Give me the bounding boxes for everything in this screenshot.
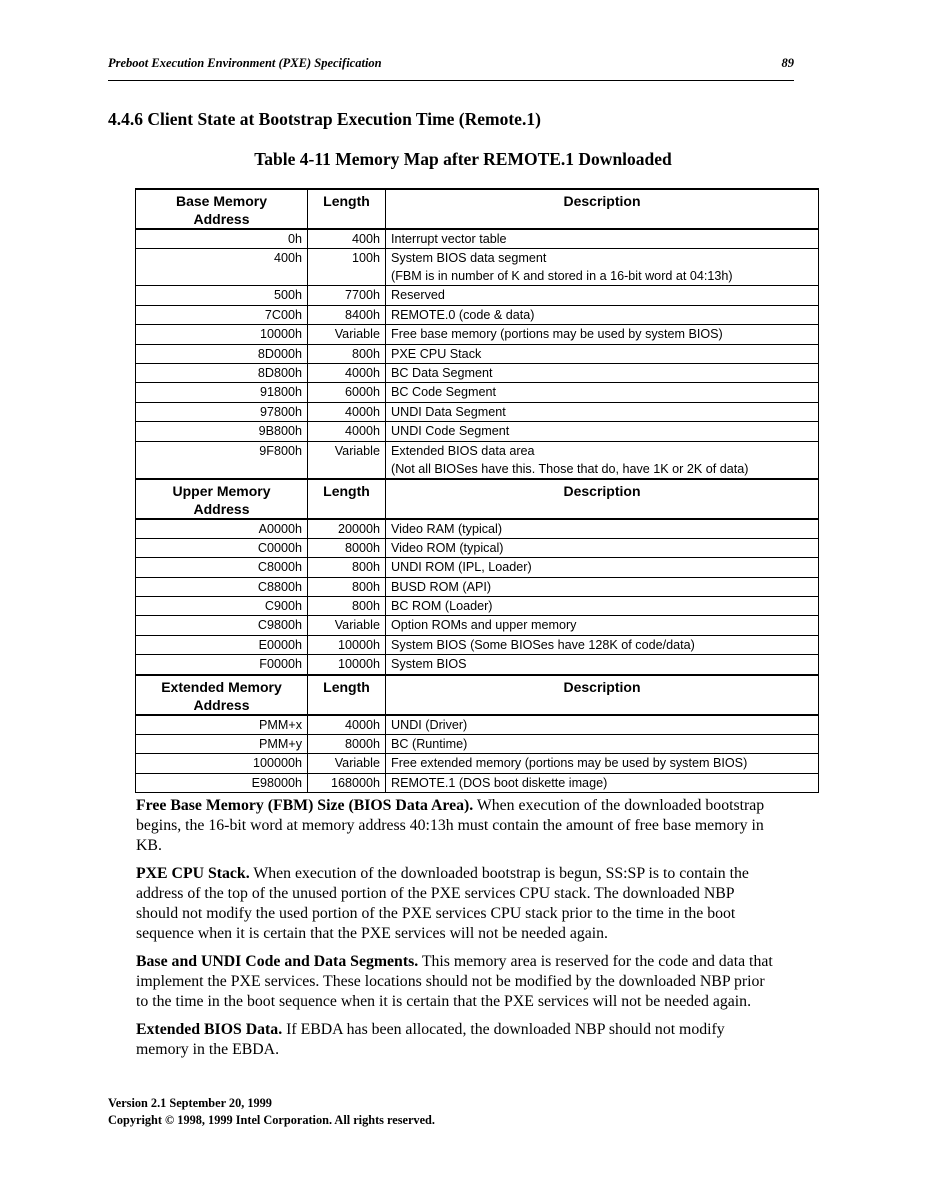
description-line: BC Code Segment [391, 385, 497, 400]
length-cell: Variable [308, 616, 386, 635]
description-cell [386, 577, 819, 596]
length-cell: Variable [308, 754, 386, 773]
paragraph-line: If EBDA has been allocated, the downloaded NBP should not modify [282, 1021, 725, 1038]
table-section-header [136, 675, 819, 715]
paragraph-lead: Base and UNDI Code and Data Segments. [136, 953, 419, 970]
address-cell: A0000h [136, 519, 308, 539]
address-cell: 91800h [136, 383, 308, 402]
description-line: Free base memory (portions may be used by system BIOS) [391, 327, 723, 342]
table-row [136, 754, 819, 773]
table-row [136, 538, 819, 557]
paragraph [136, 864, 816, 944]
table-row [136, 422, 819, 441]
description-cell [386, 422, 819, 441]
address-cell: 9F800h [136, 441, 308, 479]
description-cell [386, 383, 819, 402]
length-cell: 10000h [308, 635, 386, 654]
paragraph-line: implement the PXE services. These locations should not be modified by the downloaded NBP prior [136, 973, 765, 990]
address-column-header [136, 675, 308, 715]
description-cell [386, 402, 819, 421]
description-cell [386, 773, 819, 792]
description-cell [386, 655, 819, 675]
description-line: System BIOS [391, 657, 467, 672]
table-row [136, 229, 819, 249]
memory-map-table [135, 188, 819, 793]
address-cell: 10000h [136, 325, 308, 344]
length-cell: 400h [308, 229, 386, 249]
length-cell: 6000h [308, 383, 386, 402]
description-cell [386, 286, 819, 305]
address-cell: 400h [136, 249, 308, 286]
address-column-header [136, 189, 308, 229]
length-cell: 100h [308, 249, 386, 286]
address-cell: E0000h [136, 635, 308, 654]
table-row [136, 305, 819, 324]
table-row [136, 441, 819, 479]
table-row [136, 249, 819, 286]
length-column-header: Length [308, 675, 386, 715]
address-header-line: Upper Memory [172, 482, 271, 499]
table-row [136, 597, 819, 616]
paragraph-lead: Free Base Memory (FBM) Size (BIOS Data Area). [136, 797, 474, 814]
description-line: (Not all BIOSes have this. Those that do, have 1K or 2K of data) [391, 461, 749, 476]
description-line: System BIOS data segment [391, 251, 547, 266]
paragraph-line: When execution of the downloaded bootstrap [473, 797, 765, 814]
address-header-line: Address [193, 500, 250, 517]
document-title: Preboot Execution Environment (PXE) Specification [108, 56, 382, 70]
footer-copyright: Copyright © 1998, 1999 Intel Corporation. All rights reserved. [108, 1113, 435, 1127]
address-cell: C900h [136, 597, 308, 616]
description-column-header: Description [386, 675, 819, 715]
description-cell [386, 597, 819, 616]
table-row [136, 363, 819, 382]
paragraph-line: KB. [136, 837, 162, 854]
description-cell [386, 229, 819, 249]
table-section-header [136, 479, 819, 519]
description-line: System BIOS (Some BIOSes have 128K of code/data) [391, 637, 695, 652]
description-line: BUSD ROM (API) [391, 579, 492, 594]
description-cell [386, 616, 819, 635]
length-column-header: Length [308, 479, 386, 519]
length-cell: 10000h [308, 655, 386, 675]
description-line: Reserved [391, 288, 445, 303]
description-line: REMOTE.1 (DOS boot diskette image) [391, 775, 608, 790]
address-cell: F0000h [136, 655, 308, 675]
address-header-line: Address [193, 211, 250, 227]
address-cell: 0h [136, 229, 308, 249]
table-row [136, 735, 819, 754]
description-cell [386, 305, 819, 324]
description-line: BC (Runtime) [391, 737, 468, 752]
description-line: UNDI (Driver) [391, 717, 468, 732]
description-cell [386, 363, 819, 382]
length-cell: 8000h [308, 735, 386, 754]
paragraph-line: address of the top of the unused portion of the PXE services CPU stack. The downloaded NBP [136, 885, 735, 902]
description-cell [386, 441, 819, 479]
paragraph-line: This memory area is reserved for the code and data that [418, 953, 773, 970]
page-footer [108, 1095, 435, 1129]
description-cell [386, 635, 819, 654]
length-cell: Variable [308, 325, 386, 344]
paragraph [136, 1020, 816, 1060]
length-cell: 4000h [308, 715, 386, 735]
description-line: (FBM is in number of K and stored in a 16-bit word at 04:13h) [391, 269, 733, 284]
table-row [136, 519, 819, 539]
table-row [136, 773, 819, 792]
length-cell: 800h [308, 577, 386, 596]
length-cell: 4000h [308, 402, 386, 421]
table-row [136, 558, 819, 577]
table-row [136, 635, 819, 654]
description-line: Video RAM (typical) [391, 521, 503, 536]
table-row [136, 344, 819, 363]
address-header-line: Address [193, 696, 250, 713]
paragraph-line: begins, the 16-bit word at memory address 40:13h must contain the amount of free base memory in [136, 817, 764, 834]
length-cell: 800h [308, 558, 386, 577]
table-row [136, 286, 819, 305]
length-cell: 7700h [308, 286, 386, 305]
address-cell: PMM+y [136, 735, 308, 754]
address-cell: 100000h [136, 754, 308, 773]
description-cell [386, 754, 819, 773]
address-cell: PMM+x [136, 715, 308, 735]
description-column-header: Description [386, 189, 819, 229]
table-row [136, 325, 819, 344]
memory-map-table-body [136, 189, 819, 793]
address-cell: C9800h [136, 616, 308, 635]
section-title: 4.4.6 Client State at Bootstrap Execution Time (Remote.1) [108, 109, 541, 129]
description-line: UNDI Code Segment [391, 424, 510, 439]
length-cell: 4000h [308, 363, 386, 382]
paragraph-line: should not modify the used portion of the PXE services CPU stack prior to the time in the boot [136, 905, 736, 922]
description-line: Extended BIOS data area [391, 443, 535, 458]
address-column-header [136, 479, 308, 519]
table-row [136, 655, 819, 675]
length-cell: 800h [308, 597, 386, 616]
page-header [108, 56, 794, 81]
address-cell: 8D000h [136, 344, 308, 363]
table-row [136, 715, 819, 735]
length-cell: 4000h [308, 422, 386, 441]
address-cell: E98000h [136, 773, 308, 792]
description-line: Free extended memory (portions may be used by system BIOS) [391, 756, 748, 771]
description-cell [386, 344, 819, 363]
length-cell: Variable [308, 441, 386, 479]
description-line: Option ROMs and upper memory [391, 618, 577, 633]
description-cell [386, 558, 819, 577]
address-cell: C8800h [136, 577, 308, 596]
paragraph-line: to the time in the boot sequence when it is certain that the PXE services will not be needed again. [136, 993, 752, 1010]
length-cell: 8400h [308, 305, 386, 324]
table-row [136, 402, 819, 421]
table-row [136, 577, 819, 596]
address-cell: 9B800h [136, 422, 308, 441]
length-column-header: Length [308, 189, 386, 229]
table-caption: Table 4-11 Memory Map after REMOTE.1 Downloaded [254, 149, 672, 169]
address-header-line: Base Memory [175, 193, 268, 209]
description-column-header: Description [386, 479, 819, 519]
length-cell: 800h [308, 344, 386, 363]
description-line: Interrupt vector table [391, 232, 507, 246]
table-row [136, 383, 819, 402]
description-line: PXE CPU Stack [391, 346, 482, 361]
description-cell [386, 249, 819, 286]
address-cell: 500h [136, 286, 308, 305]
description-line: BC Data Segment [391, 365, 493, 380]
description-cell [386, 325, 819, 344]
paragraph [136, 952, 816, 1012]
length-cell: 8000h [308, 538, 386, 557]
address-header-line: Extended Memory [161, 678, 282, 695]
description-cell [386, 715, 819, 735]
address-cell: 97800h [136, 402, 308, 421]
length-cell: 168000h [308, 773, 386, 792]
footer-version: Version 2.1 September 20, 1999 [108, 1096, 272, 1110]
address-cell: 7C00h [136, 305, 308, 324]
description-line: UNDI Data Segment [391, 404, 506, 419]
description-line: Video ROM (typical) [391, 540, 504, 555]
page-number: 89 [781, 56, 794, 70]
description-line: BC ROM (Loader) [391, 599, 493, 614]
address-cell: C8000h [136, 558, 308, 577]
table-section-header [136, 189, 819, 229]
paragraph-lead: Extended BIOS Data. [136, 1021, 283, 1038]
length-cell: 20000h [308, 519, 386, 539]
paragraph-line: sequence when it is certain that the PXE services will not be needed again. [136, 925, 608, 942]
description-cell [386, 735, 819, 754]
description-cell [386, 519, 819, 539]
description-cell [386, 538, 819, 557]
paragraph-lead: PXE CPU Stack. [136, 865, 250, 882]
address-cell: C0000h [136, 538, 308, 557]
description-line: REMOTE.0 (code & data) [391, 307, 535, 322]
paragraph [136, 796, 816, 856]
paragraph-line: memory in the EBDA. [136, 1041, 280, 1058]
description-line: UNDI ROM (IPL, Loader) [391, 560, 532, 575]
table-row [136, 616, 819, 635]
paragraph-line: When execution of the downloaded bootstrap is begun, SS:SP is to contain the [249, 865, 749, 882]
address-cell: 8D800h [136, 363, 308, 382]
